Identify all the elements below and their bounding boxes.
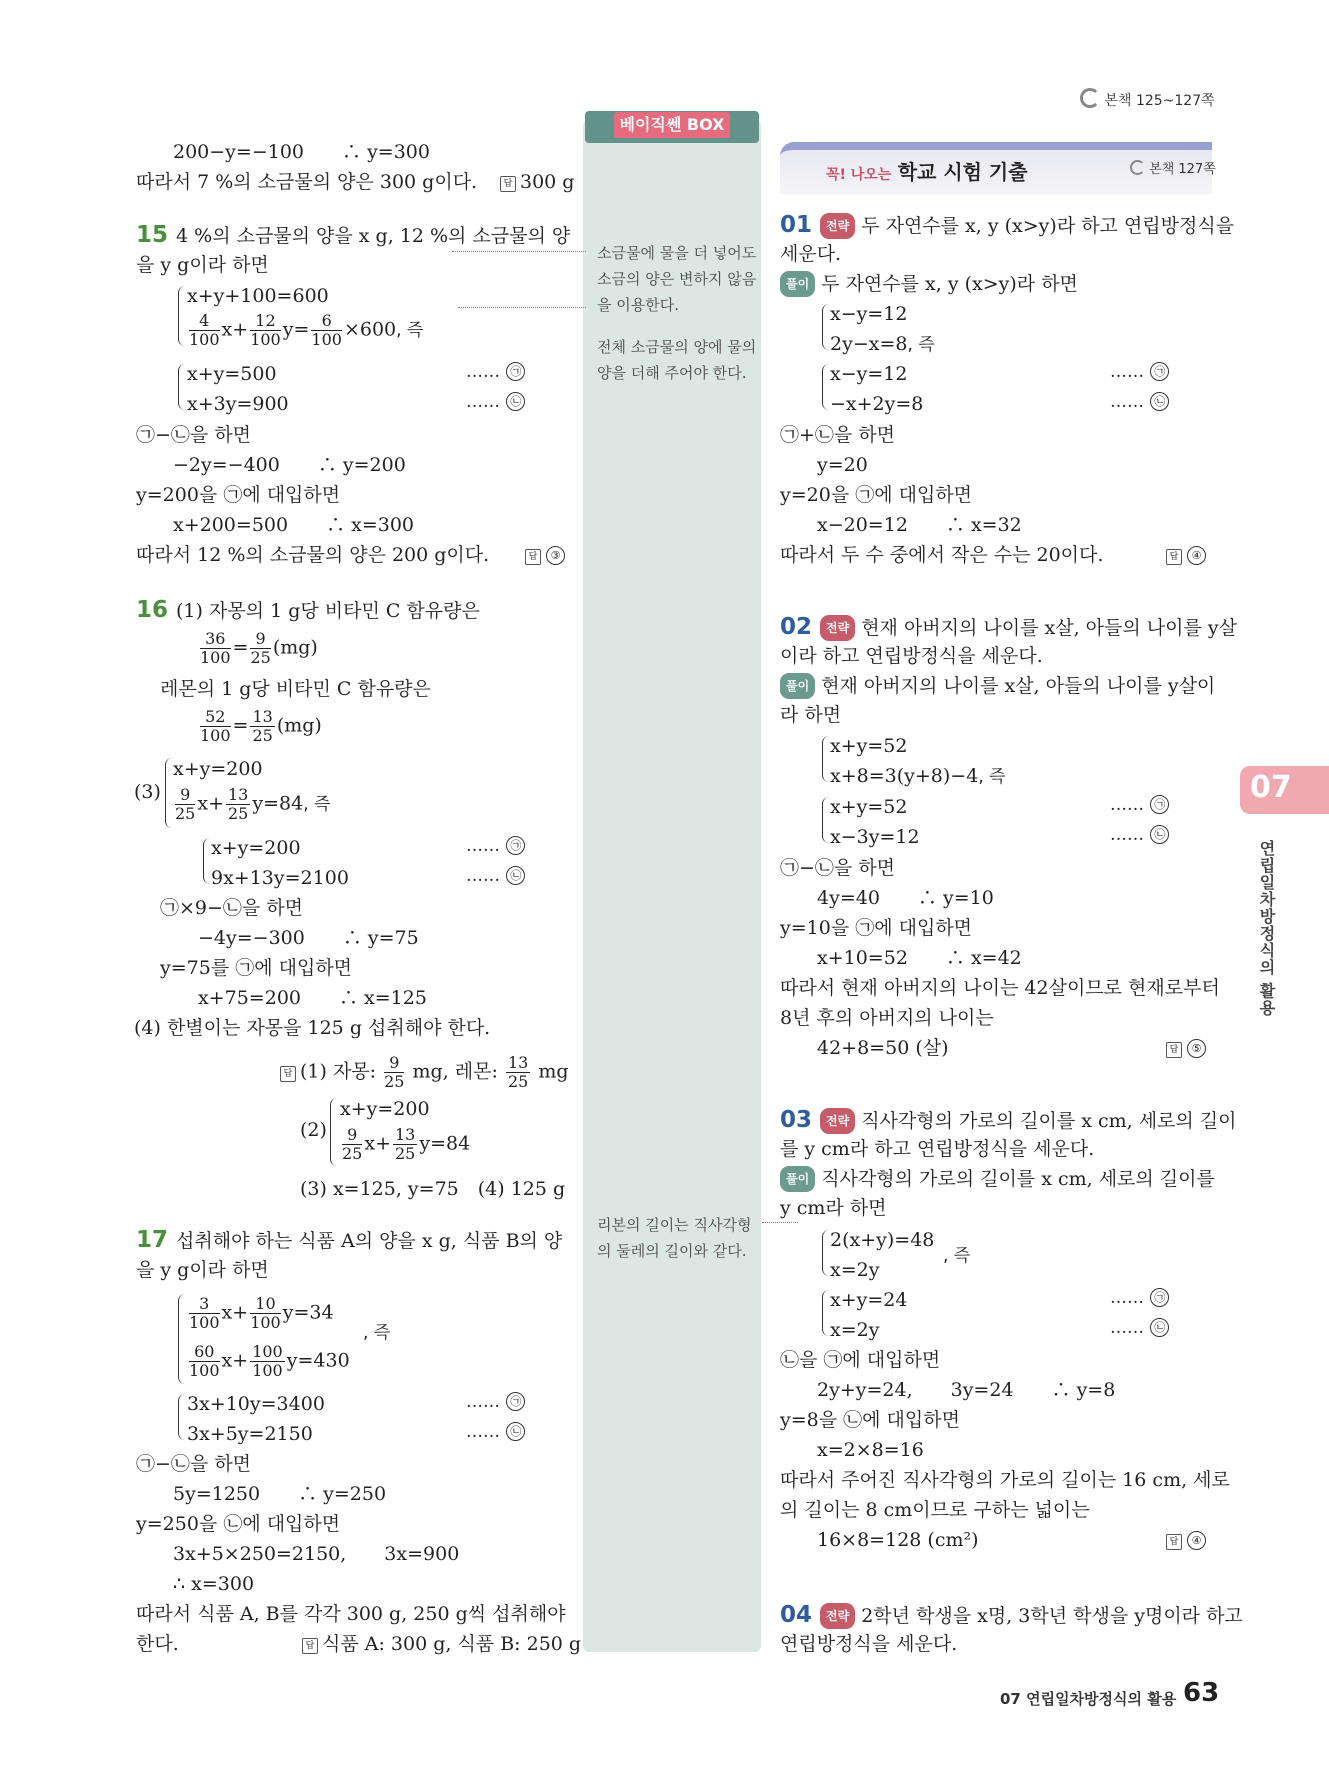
- text-line: 섭취해야 하는 식품 A의 양을 x g, 식품 B의 양: [176, 1230, 563, 1252]
- answer-mark-icon: 답: [302, 1638, 318, 1654]
- footer-chapter: 07 연립일차방정식의 활용: [1000, 1690, 1177, 1708]
- equation: $\frac{52}{100}$ = $\frac{13}{25}$ (mg): [200, 707, 322, 745]
- answer: [1166, 543, 1207, 567]
- text-line: 따라서 주어진 직사각형의 가로의 길이는 16 cm, 세로: [780, 1469, 1230, 1491]
- text-line: 2y+y=24, 3y=24 ∴ y=8: [817, 1379, 1116, 1401]
- answer-value: ⑤: [1187, 1039, 1206, 1058]
- question-number: 16: [136, 597, 169, 623]
- text-line: (3): [134, 781, 161, 803]
- system-brace: [178, 286, 185, 346]
- text-line: 한다.: [136, 1633, 179, 1655]
- answer-value: (2): [300, 1119, 327, 1141]
- text-line: 두 자연수를 x, y (x>y)라 하고 연립방정식을: [861, 215, 1235, 237]
- question-number: 01: [780, 212, 813, 238]
- equation-label: …… ㉡: [1110, 825, 1170, 845]
- text-line: y=75를 ㉠에 대입하면: [160, 957, 353, 979]
- solution-line: 풀이 두 자연수를 x, y (x>y)라 하면: [780, 271, 1078, 297]
- text-line: ㉠−㉡을 하면: [136, 424, 252, 446]
- text-line: 따라서 12 %의 소금물의 양은 200 g이다.: [136, 544, 490, 566]
- equation: $\frac{4}{100}$ x+ $\frac{12}{100}$ y= $\frac{6}{100}$ ×600, 즉: [189, 311, 424, 349]
- system-brace: [178, 1294, 185, 1384]
- question-16: [136, 598, 480, 623]
- text-line: 42+8=50 (살): [817, 1037, 949, 1059]
- text-line: 따라서 현재 아버지의 나이는 42살이므로 현재로부터: [780, 977, 1220, 999]
- equation-label: …… ㉠: [1110, 795, 1170, 815]
- equation: $\frac{9}{25}$ x+ $\frac{13}{25}$ y=84, 즉: [175, 785, 331, 823]
- text-line: 5y=1250 ∴ y=250: [173, 1483, 387, 1505]
- answer-mark-icon: 답: [1166, 1042, 1182, 1058]
- answer-value: 식품 A: 300 g, 식품 B: 250 g: [322, 1633, 582, 1655]
- connector-line: [458, 307, 586, 308]
- fraction: $\frac{12}{100}$: [250, 311, 281, 349]
- equation-label: …… ㉠: [466, 362, 526, 382]
- equation: 2(x+y)=48: [830, 1229, 935, 1251]
- equation: x+y=500: [187, 363, 277, 385]
- solution-line: 풀이 현재 아버지의 나이를 x살, 아들의 나이를 y살이: [780, 673, 1215, 699]
- answer-value: (3) x=125, y=75 (4) 125 g: [300, 1178, 566, 1200]
- conjunction: , 즉: [943, 1246, 971, 1266]
- equation-label: …… ㉡: [466, 866, 526, 886]
- answer-value: ③: [546, 546, 565, 565]
- text-line: 16×8=128 (cm²): [817, 1529, 979, 1551]
- system-brace: [822, 1230, 829, 1276]
- equation: x+y=24: [830, 1289, 908, 1311]
- answer-mark-icon: 답: [280, 1066, 296, 1082]
- note-salt-water: 소금물에 물을 더 넣어도 소금의 양은 변하지 않음을 이용한다.: [597, 244, 757, 314]
- text-line: 라 하면: [780, 704, 842, 726]
- equation: 3x+10y=3400: [187, 1393, 325, 1415]
- text-line: 레몬의 1 g당 비타민 C 함유량은: [160, 678, 431, 700]
- equation: x=2y: [830, 1319, 880, 1341]
- question-number: 02: [780, 614, 813, 640]
- equation: x+y=200: [173, 758, 263, 780]
- text-line: y cm라 하면: [780, 1197, 887, 1219]
- text-line: 연립방정식을 세운다.: [780, 1633, 958, 1655]
- text-line: 4 %의 소금물의 양을 x g, 12 %의 소금물의 양: [176, 225, 571, 247]
- equation: x+y=52: [830, 735, 908, 757]
- text-line: 를 y cm라 하고 연립방정식을 세운다.: [780, 1138, 1095, 1160]
- system-brace: [330, 1098, 337, 1166]
- connector-line: [762, 1222, 798, 1223]
- equation: 3x+5y=2150: [187, 1423, 313, 1445]
- question-03: 03 전략 직사각형의 가로의 길이를 x cm, 세로의 길이: [780, 1107, 1237, 1133]
- text-line: ㉠×9−㉡을 하면: [160, 897, 304, 919]
- text-line: x−20=12 ∴ x=32: [817, 514, 1022, 536]
- answer-mark-icon: 답: [1166, 1534, 1182, 1550]
- text-line: y=20: [817, 454, 868, 476]
- equation: x+y=52: [830, 796, 908, 818]
- text-line: x+10=52 ∴ x=42: [817, 947, 1022, 969]
- exam-banner-title: 꼭! 나오는 학교 시험 기출: [826, 160, 1028, 184]
- system-brace: [822, 736, 829, 782]
- text-line: y=10을 ㉠에 대입하면: [780, 917, 973, 939]
- text-line: y=250을 ㉡에 대입하면: [136, 1513, 341, 1535]
- equation: x−y=12: [830, 363, 908, 385]
- text-line: x+75=200 ∴ x=125: [198, 987, 427, 1009]
- equation: x+y=200: [211, 837, 301, 859]
- text-line: 8년 후의 아버지의 나이는: [780, 1007, 994, 1029]
- text-line: 따라서 두 수 중에서 작은 수는 20이다.: [780, 544, 1104, 566]
- question-number: 15: [136, 222, 169, 248]
- equation-label: …… ㉠: [466, 836, 526, 856]
- text-line: x=2×8=16: [817, 1439, 924, 1461]
- answer-value: ④: [1187, 1531, 1206, 1550]
- page-number: 63: [1183, 1678, 1220, 1708]
- equation-label: …… ㉡: [1110, 392, 1170, 412]
- question-number: 03: [780, 1107, 813, 1133]
- equation-label: …… ㉠: [1110, 362, 1170, 382]
- equation: x−3y=12: [830, 826, 920, 848]
- text-line: 따라서 7 %의 소금물의 양은 300 g이다.: [136, 171, 478, 193]
- answer: [302, 1632, 581, 1656]
- equation: x+y+100=600: [187, 285, 329, 307]
- text-line: 200−y=−100 ∴ y=300: [173, 141, 430, 163]
- answer: 답 (1) 자몽: $\frac{9}{25}$ mg, 레몬: $\frac{13}{25}$ mg: [280, 1054, 569, 1091]
- text-line: ∴ x=300: [173, 1573, 255, 1595]
- solution-line: 풀이 직사각형의 가로의 길이를 x cm, 세로의 길이를: [780, 1166, 1215, 1192]
- answer-mark-icon: 답: [500, 176, 516, 192]
- equation: 2y−x=8, 즉: [830, 333, 935, 355]
- answer-mark-icon: 답: [525, 549, 541, 565]
- question-15: [136, 223, 570, 248]
- system-brace: [822, 304, 829, 350]
- system-brace: [165, 758, 172, 828]
- text-line: 을 y g이라 하면: [136, 1259, 269, 1281]
- text-line: x+200=500 ∴ x=300: [173, 514, 415, 536]
- equation-label: …… ㉡: [466, 1422, 526, 1442]
- equation: $\frac{36}{100}$ = $\frac{9}{25}$ (mg): [200, 629, 318, 667]
- system-brace: [203, 838, 210, 884]
- strategy-tag: 전략: [820, 213, 855, 239]
- equation-label: …… ㉠: [1110, 1288, 1170, 1308]
- connector-line: [452, 251, 586, 252]
- strategy-tag: 전략: [820, 1108, 855, 1134]
- text-line: 4y=40 ∴ y=10: [817, 887, 994, 909]
- conjunction: , 즉: [363, 1323, 391, 1343]
- solution-tag: 풀이: [780, 271, 815, 297]
- solution-tag: 풀이: [780, 673, 815, 699]
- text-line: ㉡을 ㉠에 대입하면: [780, 1349, 941, 1371]
- text-line: 3x+5×250=2150, 3x=900: [173, 1543, 460, 1565]
- text-line: −4y=−300 ∴ y=75: [198, 927, 419, 949]
- equation: $\frac{60}{100}$ x+ $\frac{100}{100}$ y=430: [189, 1342, 350, 1380]
- answer-value: 300 g: [520, 171, 575, 193]
- text-line: 세운다.: [780, 243, 842, 265]
- equation: x+8=3(y+8)−4, 즉: [830, 765, 1006, 787]
- reference-icon: [1130, 160, 1145, 175]
- question-02: 02 전략 현재 아버지의 나이를 x살, 아들의 나이를 y살: [780, 614, 1237, 640]
- text-line: (4) 한별이는 자몽을 125 g 섭취해야 한다.: [134, 1017, 491, 1039]
- equation: −x+2y=8: [830, 393, 924, 415]
- exam-banner-reference: 본책 127쪽: [1130, 158, 1216, 177]
- answer-mark-icon: 답: [1166, 549, 1182, 565]
- text-line: y=20을 ㉠에 대입하면: [780, 484, 973, 506]
- equation: 9x+13y=2100: [211, 867, 349, 889]
- text-line: −2y=−400 ∴ y=200: [173, 454, 406, 476]
- strategy-tag: 전략: [820, 1603, 855, 1629]
- text-line: y=8을 ㉡에 대입하면: [780, 1409, 960, 1431]
- equation: x=2y: [830, 1259, 880, 1281]
- equation: x+3y=900: [187, 393, 289, 415]
- system-brace: [178, 364, 185, 410]
- question-17: [136, 1228, 562, 1253]
- question-04: 04 전략 2학년 학생을 x명, 3학년 학생을 y명이라 하고: [780, 1602, 1243, 1628]
- equation-label: …… ㉠: [466, 1392, 526, 1412]
- answer: [500, 170, 574, 194]
- equation: x−y=12: [830, 303, 908, 325]
- fraction: $\frac{4}{100}$: [189, 311, 220, 349]
- basic-box-title-label: 베이직쎈 BOX: [614, 112, 730, 138]
- text-line: 이라 하고 연립방정식을 세운다.: [780, 645, 1043, 667]
- chapter-tab-title: 연립일차방정식의 활용: [1257, 840, 1276, 1017]
- question-number: 17: [136, 1227, 169, 1253]
- text-line: y=200을 ㉠에 대입하면: [136, 484, 341, 506]
- system-brace: [822, 1290, 829, 1336]
- note-total-water: 전체 소금물의 양에 물의 양을 더해 주어야 한다.: [597, 338, 757, 382]
- equation: x+y=200: [340, 1098, 430, 1120]
- system-brace: [822, 364, 829, 410]
- note-ribbon: 리본의 길이는 직사각형의 둘레의 길이와 같다.: [597, 1216, 752, 1260]
- text-line: 의 길이는 8 cm이므로 구하는 넓이는: [780, 1499, 1090, 1521]
- text-line: 을 y g이라 하면: [136, 254, 269, 276]
- answer-value: ④: [1187, 546, 1206, 565]
- equation: $\frac{3}{100}$ x+ $\frac{10}{100}$ y=34: [189, 1294, 334, 1332]
- reference-icon: [1080, 88, 1100, 108]
- question-number: 04: [780, 1602, 813, 1628]
- equation: $\frac{9}{25}$ x+ $\frac{13}{25}$ y=84: [342, 1125, 471, 1163]
- chapter-tab-number: 07: [1250, 770, 1292, 805]
- text-line: 따라서 식품 A, B를 각각 300 g, 250 g씩 섭취해야: [136, 1603, 566, 1625]
- fraction: $\frac{6}{100}$: [311, 311, 342, 349]
- system-brace: [822, 797, 829, 843]
- text-line: ㉠−㉡을 하면: [780, 857, 896, 879]
- text-line: (1) 자몽의 1 g당 비타민 C 함유량은: [176, 600, 480, 622]
- equation-label: …… ㉡: [1110, 1318, 1170, 1338]
- question-01: [780, 213, 1234, 239]
- answer: [1166, 1036, 1207, 1060]
- equation-label: …… ㉡: [466, 392, 526, 412]
- answer: [525, 543, 566, 567]
- answer: [1166, 1528, 1207, 1552]
- system-brace: [178, 1394, 185, 1440]
- text-line: ㉠+㉡을 하면: [780, 424, 896, 446]
- solution-tag: 풀이: [780, 1166, 815, 1192]
- top-reference: 본책 125~127쪽: [1080, 88, 1215, 110]
- text-line: ㉠−㉡을 하면: [136, 1453, 252, 1475]
- strategy-tag: 전략: [820, 615, 855, 641]
